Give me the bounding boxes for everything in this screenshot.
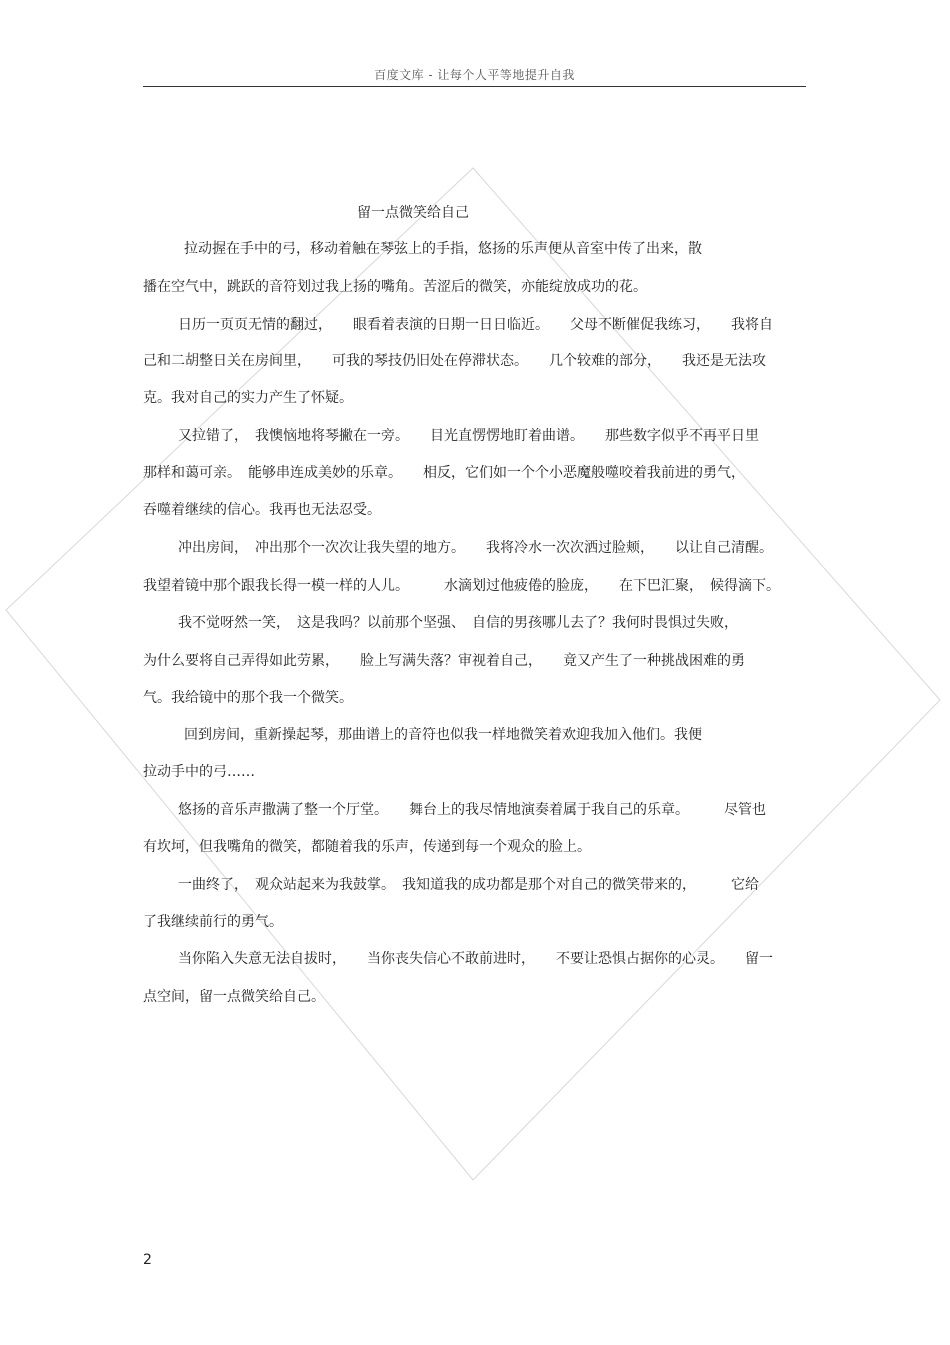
body-line: 一曲终了， 观众站起来为我鼓掌。 我知道我的成功都是那个对自己的微笑带来的， 它给: [178, 877, 759, 893]
body-line: 冲出房间， 冲出那个一次次让我失望的地方。 我将冷水一次次洒过脸颊， 以让自己清醒。: [178, 540, 773, 556]
body-line: 了我继续前行的勇气。: [143, 914, 283, 930]
body-line: 吞噬着继续的信心。我再也无法忍受。: [143, 502, 381, 518]
essay-title: 留一点微笑给自己: [357, 205, 469, 221]
body-line: 克。我对自己的实力产生了怀疑。: [143, 390, 353, 406]
body-line: 回到房间，重新操起琴，那曲谱上的音符也似我一样地微笑着欢迎我加入他们。我便: [184, 727, 702, 743]
body-line: 我望着镜中那个跟我长得一模一样的人儿。 水滴划过他疲倦的脸庞， 在下巴汇聚， 候得滴下。: [143, 578, 780, 594]
page-header: 百度文库 - 让每个人平等地提升自我: [374, 68, 575, 82]
body-line: 气。我给镜中的那个我一个微笑。: [143, 690, 353, 706]
body-line: 有坎坷，但我嘴角的微笑，都随着我的乐声，传递到每一个观众的脸上。: [143, 839, 591, 855]
page-number: 2: [143, 1252, 152, 1268]
body-line: 点空间，留一点微笑给自己。: [143, 989, 325, 1005]
body-line: 播在空气中，跳跃的音符划过我上扬的嘴角。苦涩后的微笑，亦能绽放成功的花。: [143, 279, 647, 295]
body-line: 拉动手中的弓……: [143, 764, 255, 780]
body-line: 那样和蔼可亲。 能够串连成美妙的乐章。 相反，它们如一个个小恶魔般噬咬着我前进的勇气，: [143, 465, 745, 481]
body-line: 为什么要将自己弄得如此劳累， 脸上写满失落？审视着自己， 竟又产生了一种挑战困难的勇: [143, 653, 745, 669]
body-line: 我不觉呀然一笑， 这是我吗？以前那个坚强、 自信的男孩哪儿去了？我何时畏惧过失败，: [178, 615, 738, 631]
body-line: 悠扬的音乐声撒满了整一个厅堂。 舞台上的我尽情地演奏着属于我自己的乐章。 尽管也: [178, 802, 766, 818]
body-line: 又拉错了， 我懊恼地将琴撇在一旁。 目光直愣愣地盯着曲谱。 那些数字似乎不再平日里: [178, 428, 759, 444]
body-line: 当你陷入失意无法自拔时， 当你丧失信心不敢前进时， 不要让恐惧占据你的心灵。 留一: [178, 951, 773, 967]
body-line: 拉动握在手中的弓，移动着触在琴弦上的手指，悠扬的乐声便从音室中传了出来，散: [184, 241, 702, 257]
body-line: 己和二胡整日关在房间里， 可我的琴技仍旧处在停滞状态。 几个较难的部分， 我还是无法攻: [143, 353, 766, 369]
body-line: 日历一页页无情的翻过， 眼看着表演的日期一日日临近。 父母不断催促我练习， 我将自: [178, 317, 773, 333]
